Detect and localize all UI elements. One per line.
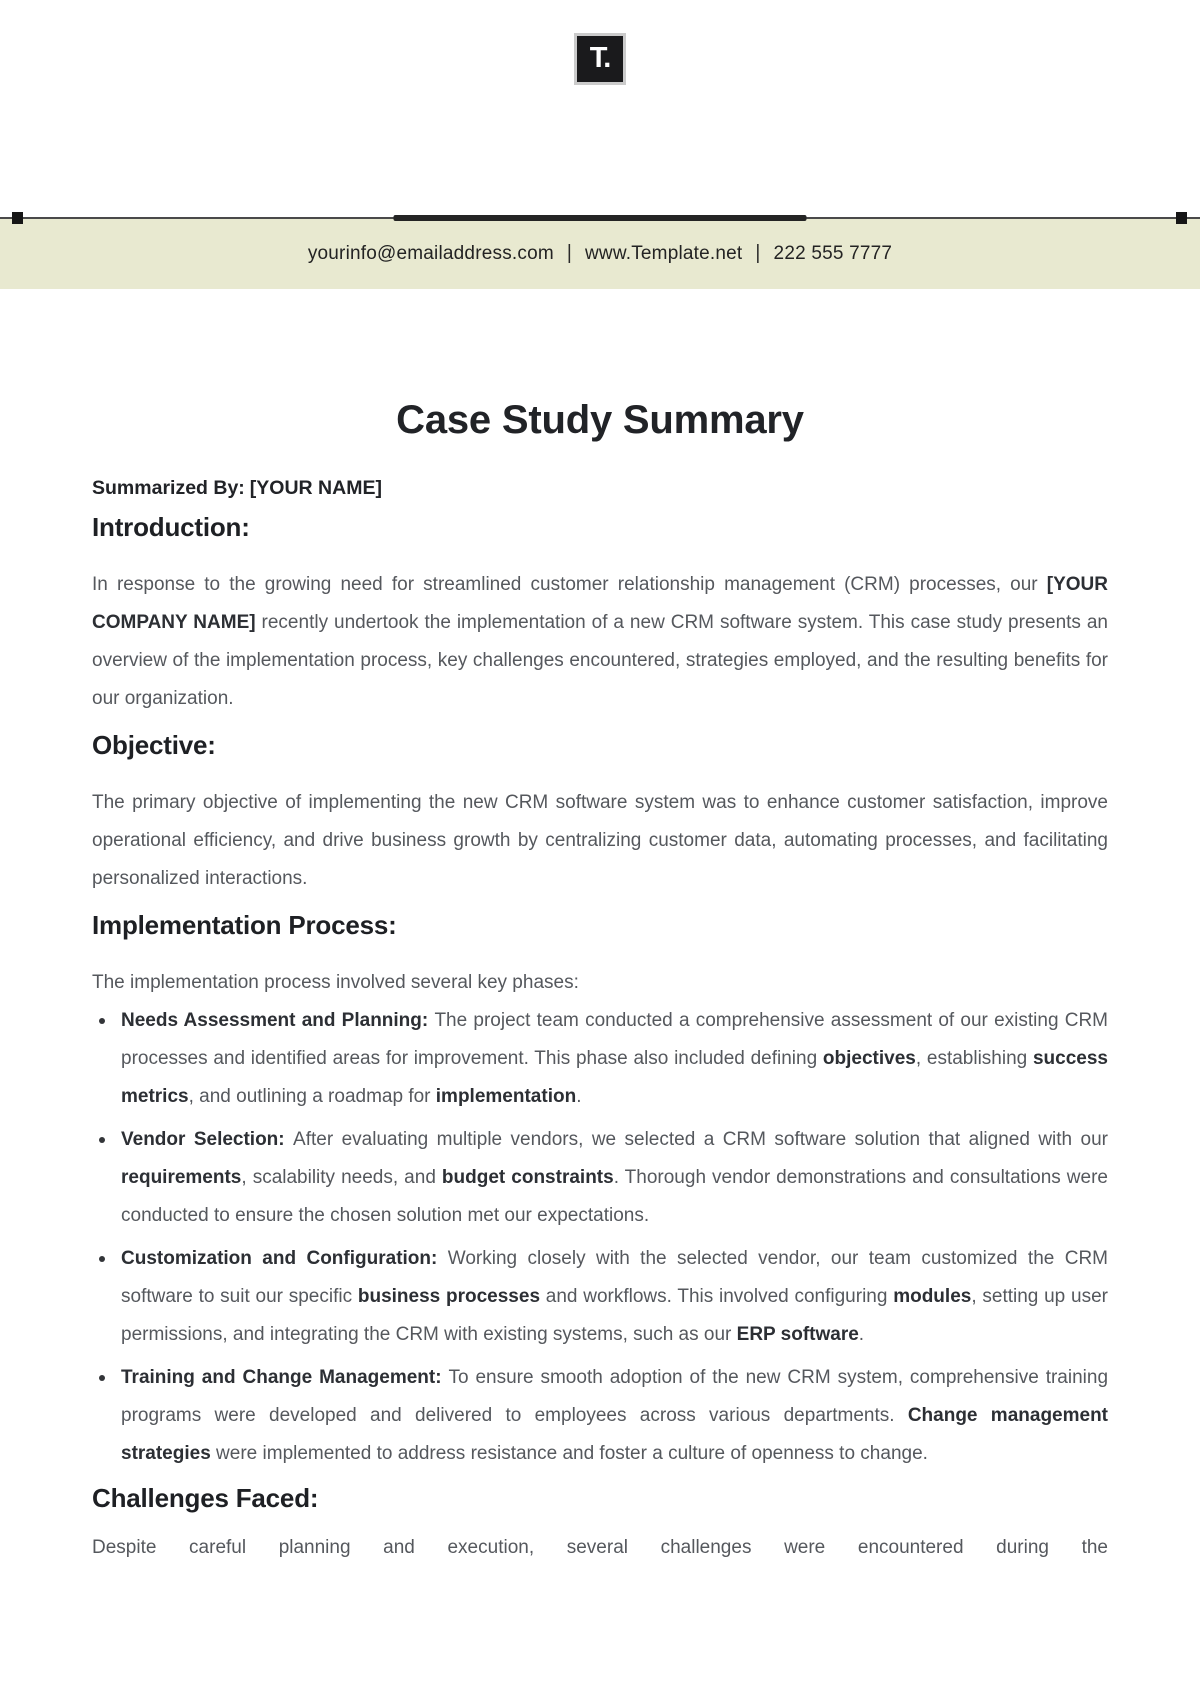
- bold-text-segment: objectives: [822, 1048, 916, 1069]
- bold-text-segment: Customization and Configuration:: [121, 1248, 448, 1269]
- challenges-paragraph: [92, 1529, 1108, 1567]
- text-segment: .: [858, 1324, 865, 1345]
- document-title: Case Study Summary: [396, 398, 804, 442]
- implementation-phase-list: [92, 1002, 1108, 1473]
- bold-text-segment: Change management strategies: [121, 1405, 1109, 1464]
- list-item-training-change-management: [92, 1359, 1108, 1473]
- text-segment: Working closely with the selected vendor, our team customized the CRM software to suit our specific: [121, 1248, 1108, 1307]
- bold-text-segment: [YOUR COMPANY NAME]: [92, 574, 1108, 633]
- text-segment: and workflows. This involved configuring: [540, 1286, 894, 1307]
- text-segment: The primary objective of implementing the new CRM software system was to enhance customer satisfaction, improve operational efficiency, and drive business growth by centralizing customer data, automating processes, and facilitating personalized interactions.: [92, 792, 1108, 889]
- document-body: [0, 396, 1200, 1567]
- text-segment: , establishing: [915, 1048, 1033, 1069]
- brand-logo: [574, 33, 626, 85]
- contact-website: www.Template.net: [585, 243, 743, 264]
- section-heading-implementation-process: Implementation Process:: [92, 910, 397, 940]
- section-heading-introduction: Introduction:: [92, 512, 250, 542]
- contact-separator: |: [566, 242, 573, 265]
- text-segment: After evaluating multiple vendors, we selected a CRM software solution that aligned with our: [293, 1129, 1108, 1150]
- contact-band: [0, 219, 1200, 289]
- divider-cap-left: [12, 212, 23, 224]
- bold-text-segment: success metrics: [121, 1048, 1108, 1107]
- text-segment: Despite careful planning and execution, several challenges were encountered during the: [92, 1537, 1108, 1558]
- introduction-paragraph: [92, 566, 1108, 718]
- bold-text-segment: implementation: [435, 1086, 577, 1107]
- text-segment: , scalability needs, and: [241, 1167, 442, 1188]
- header-divider: [0, 217, 1200, 219]
- divider-cap-right: [1176, 212, 1187, 224]
- contact-separator: |: [755, 242, 761, 265]
- divider-center-bar: [394, 215, 807, 221]
- text-segment: recently undertook the implementation of a new CRM software system. This case study presents an overview of the implementation process, key challenges encountered, strategies employed, and the resulting benefits for our organization.: [92, 612, 1109, 709]
- text-segment: To ensure smooth adoption of the new CRM system, comprehensive training programs were developed and delivered to employees across various departments.: [121, 1367, 1109, 1426]
- bold-text-segment: budget constraints: [441, 1167, 614, 1188]
- text-segment: The implementation process involved several key phases:: [92, 972, 579, 993]
- contact-phone: 222 555 7777: [773, 243, 893, 264]
- objective-paragraph: [92, 784, 1108, 898]
- text-segment: , setting up user permissions, and integrating the CRM with existing systems, such as our: [121, 1286, 1108, 1345]
- section-heading-challenges-faced: Challenges Faced:: [92, 1483, 319, 1513]
- text-segment: . Thorough vendor demonstrations and consultations were conducted to ensure the chosen solution met our expectations.: [121, 1167, 1108, 1226]
- text-segment: The project team conducted a comprehensive assessment of our existing CRM processes and identified areas for improvement. This phase also included defining: [121, 1010, 1108, 1069]
- list-item-needs-assessment: [92, 1002, 1108, 1116]
- summarized-by-value: [YOUR NAME]: [249, 477, 382, 499]
- text-segment: , and outlining a roadmap for: [188, 1086, 436, 1107]
- summarized-by-label: Summarized By:: [92, 477, 245, 499]
- logo-t-icon: T.: [589, 41, 611, 74]
- contact-email: yourinfo@emailaddress.com: [307, 243, 554, 264]
- implementation-intro-paragraph: [92, 964, 1108, 1002]
- bold-text-segment: ERP software: [736, 1324, 859, 1345]
- list-item-vendor-selection: [92, 1121, 1108, 1235]
- bold-text-segment: Vendor Selection:: [121, 1129, 294, 1150]
- list-item-customization-configuration: [92, 1240, 1108, 1354]
- summarized-by-line: [92, 474, 1108, 502]
- bold-text-segment: business processes: [357, 1286, 541, 1307]
- text-segment: .: [576, 1086, 582, 1107]
- page-header: [0, 33, 1200, 289]
- text-segment: were implemented to address resistance and foster a culture of openness to change.: [210, 1443, 928, 1464]
- bold-text-segment: requirements: [121, 1167, 242, 1188]
- bold-text-segment: Training and Change Management:: [121, 1367, 449, 1388]
- bold-text-segment: modules: [893, 1286, 972, 1307]
- text-segment: In response to the growing need for streamlined customer relationship management (CRM) processes, our: [92, 574, 1047, 595]
- bold-text-segment: Needs Assessment and Planning:: [121, 1010, 435, 1031]
- section-heading-objective: Objective:: [92, 730, 216, 760]
